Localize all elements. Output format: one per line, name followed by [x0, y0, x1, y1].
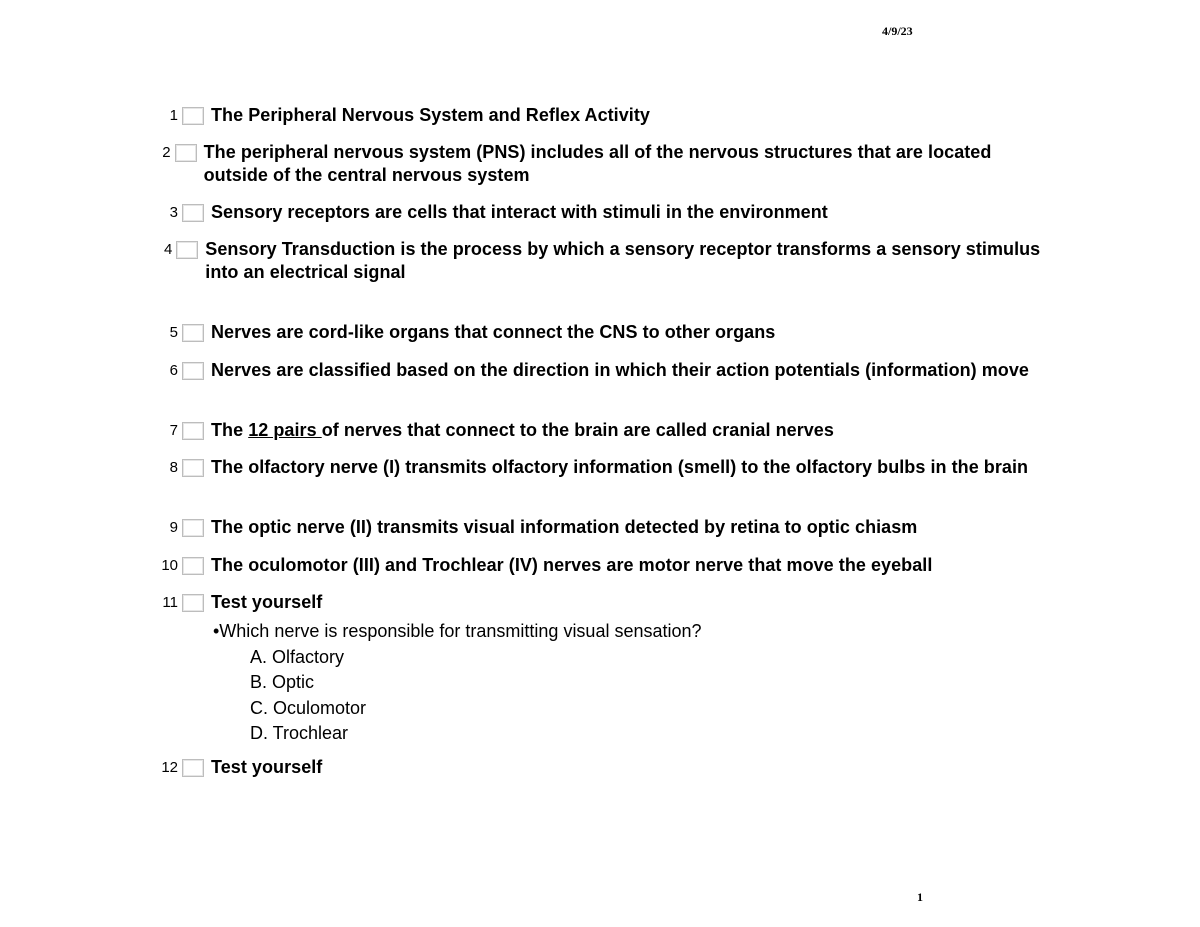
slide-title: The 12 pairs of nerves that connect to the brain are called cranial nerves [211, 420, 834, 440]
slide-number: 7 [169, 422, 178, 439]
slide-title: Test yourself [211, 757, 323, 777]
slide-number: 8 [169, 459, 178, 476]
slide-checkbox[interactable] [176, 241, 198, 259]
slide-thumbnail-5[interactable] [148, 321, 1048, 344]
slide-title: The optic nerve (II) transmits visual information detected by retina to optic chiasm [211, 517, 918, 537]
slide-thumbnail-10[interactable] [148, 554, 1048, 577]
slide-checkbox[interactable] [182, 107, 204, 125]
slide-checkbox[interactable] [182, 362, 204, 380]
page-date: 4/9/23 [882, 24, 913, 38]
slide-checkbox[interactable] [182, 422, 204, 440]
slide-thumbnail-7[interactable] [148, 419, 1048, 442]
quiz-question: •Which nerve is responsible for transmitting visual sensation? [213, 621, 702, 641]
slide-thumbnail-2[interactable] [148, 141, 1048, 187]
slide-thumbnail-1[interactable] [148, 104, 1048, 127]
quiz-option: A. Olfactory [250, 646, 345, 667]
slide-checkbox[interactable] [182, 519, 204, 537]
slide-checkbox[interactable] [182, 759, 204, 777]
slide-checkbox[interactable] [175, 144, 197, 162]
slide-thumbnail-8[interactable] [148, 456, 1048, 479]
slide-number: 1 [169, 107, 178, 124]
page-number: 1 [917, 890, 923, 904]
underlined-phrase: 12 pairs [248, 420, 322, 440]
slide-number: 2 [162, 144, 171, 161]
slide-number: 12 [161, 759, 178, 776]
slide-title: Sensory receptors are cells that interact with stimuli in the environment [211, 202, 828, 222]
quiz-option: B. Optic [250, 672, 315, 692]
slide-checkbox[interactable] [182, 324, 204, 342]
slide-number: 6 [169, 362, 178, 379]
slide-checkbox[interactable] [182, 557, 204, 575]
slide-number: 11 [162, 594, 178, 611]
slide-thumbnail-6[interactable] [148, 359, 1048, 382]
quiz-option: D. Trochlear [250, 723, 349, 743]
slide-number: 5 [169, 324, 178, 341]
slide-checkbox[interactable] [182, 204, 204, 222]
slide-title: Nerves are cord-like organs that connect the CNS to other organs [211, 322, 776, 342]
slide-thumbnail-3[interactable] [148, 201, 1048, 224]
slide-thumbnail-11[interactable] [148, 591, 1048, 614]
slide-checkbox[interactable] [182, 594, 204, 612]
slide-title: Test yourself [211, 592, 323, 612]
slide-thumbnail-9[interactable] [148, 516, 1048, 539]
slide-title: Nerves are classified based on the direction in which their action potentials (information) move [211, 360, 1029, 380]
slide-thumbnail-4[interactable] [148, 238, 1048, 284]
slide-checkbox[interactable] [182, 459, 204, 477]
slide-number: 9 [169, 519, 178, 536]
slide-title: The olfactory nerve (I) transmits olfactory information (smell) to the olfactory bulbs in the brain [211, 457, 1029, 477]
slide-title: Sensory Transduction is the process by which a sensory receptor transforms a sensory stimulus into an electrical signal [205, 239, 1041, 282]
slide-title: The peripheral nervous system (PNS) includes all of the nervous structures that are located outside of the central nervous system [203, 142, 992, 185]
slide-number: 10 [161, 557, 178, 574]
slide-thumbnail-12[interactable] [148, 756, 1048, 779]
slide-title: The oculomotor (III) and Trochlear (IV) nerves are motor nerve that move the eyeball [211, 555, 933, 575]
quiz-question-block [213, 619, 702, 747]
slide-title: The Peripheral Nervous System and Reflex Activity [211, 105, 650, 125]
slide-number: 4 [163, 241, 173, 258]
slide-number: 3 [169, 204, 178, 221]
quiz-option: C. Oculomotor [250, 697, 367, 718]
